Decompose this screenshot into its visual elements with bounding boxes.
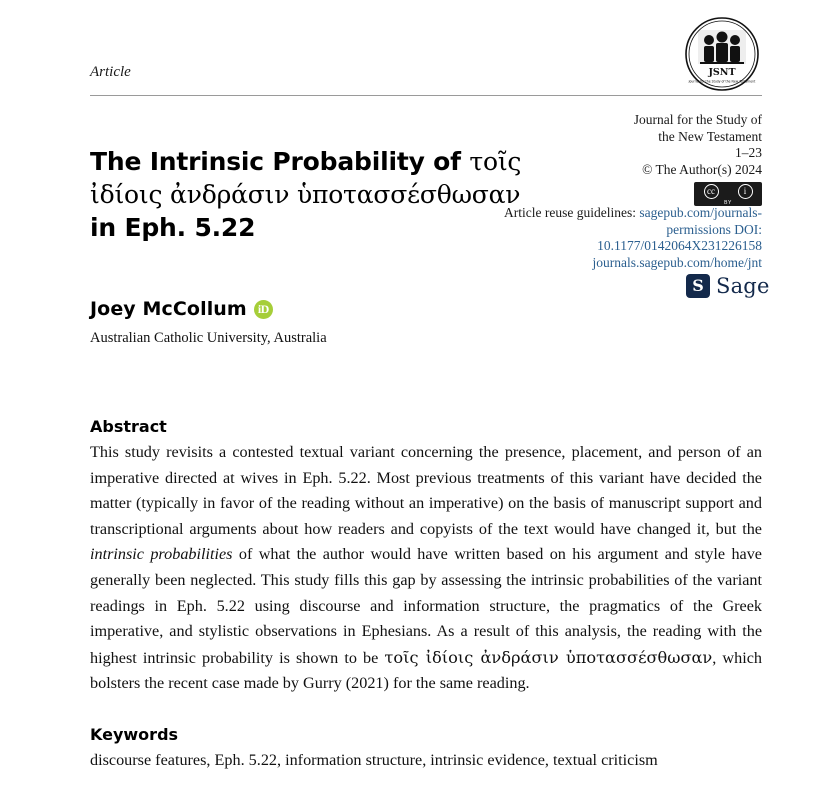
page-range: 1–23 <box>735 145 762 160</box>
permissions-link[interactable]: sagepub.com/journals-permissions <box>639 205 762 237</box>
journal-home-link[interactable]: journals.sagepub.com/home/jnt <box>592 254 762 270</box>
article-type-label: Article <box>90 64 131 80</box>
cc-by-icon: i <box>738 184 753 199</box>
abstract-segment: This study revisits a contested textual variant concerning the presence, placement, and person of an imperative directed at wives in Eph. 5.22. Most previous treatments of this variant have decided the matter (typically in favor of the reading without an imperative) on the basis of manuscript support and transcriptional arguments about how readers and copyists of the text would have changed it, but the <box>90 443 762 538</box>
sage-wordmark: Sage <box>716 274 770 298</box>
header-divider <box>90 95 762 96</box>
abstract-heading: Abstract <box>90 417 167 436</box>
keywords-text: discourse features, Eph. 5.22, information structure, intrinsic evidence, textual criticism <box>90 751 658 769</box>
reuse-metadata <box>500 205 762 271</box>
sage-mark-icon: S <box>686 274 710 298</box>
abstract-segment: of what the author would have written based on his argument and style have generally been neglected. This study fills this gap by assessing the intrinsic probabilities of the variant readings in Eph. 5.22 using discourse and information structure, the pragmatics of the Greek imperative, and stylistic observations in Ephesians. As a result of this analysis, the reading with the highest intrinsic probability is shown to be <box>90 545 762 667</box>
reuse-heading: Article reuse guidelines: <box>504 205 637 220</box>
title-greek: τοῖς ἰδίοις ἀνδράσιν ὑποτασσέσθωσαν <box>90 146 522 209</box>
author-name: Joey McCollum <box>90 298 247 320</box>
author-affiliation: Australian Catholic University, Australia <box>90 330 327 346</box>
cc-by-label: BY <box>724 200 732 206</box>
abstract-segment-greek: τοῖς ἰδίοις ἀνδράσιν ὑποτασσέσθωσαν <box>384 647 713 667</box>
creative-commons-badge <box>694 182 762 206</box>
orcid-icon[interactable]: iD <box>254 300 273 319</box>
page-title <box>90 145 545 244</box>
jsnt-journal-logo <box>684 16 760 92</box>
abstract-segment: , which bolsters the recent case made by Gurry (2021) for the same reading. <box>90 648 762 693</box>
title-part-2: in Eph. 5.22 <box>90 212 256 242</box>
sage-publisher-logo <box>686 274 770 298</box>
svg-text:JSNT: JSNT <box>708 67 736 78</box>
journal-title-line-1: Journal for the Study of <box>633 112 762 127</box>
svg-text:Journal for the Study of the N: Journal for the Study of the New Testament <box>688 79 756 84</box>
journal-title-line-2: the New Testament <box>658 128 762 144</box>
keywords-heading: Keywords <box>90 725 179 744</box>
doi-text[interactable]: DOI: 10.1177/0142064X231226158 <box>597 221 762 253</box>
copyright-line: © The Author(s) 2024 <box>642 161 762 177</box>
author-block <box>90 298 273 320</box>
cc-icon: cc <box>704 184 719 199</box>
abstract-segment-italic: intrinsic probabilities <box>90 545 233 564</box>
journal-metadata <box>520 112 762 178</box>
abstract-text <box>90 440 762 697</box>
title-part-1: The Intrinsic Probability of <box>90 146 470 176</box>
